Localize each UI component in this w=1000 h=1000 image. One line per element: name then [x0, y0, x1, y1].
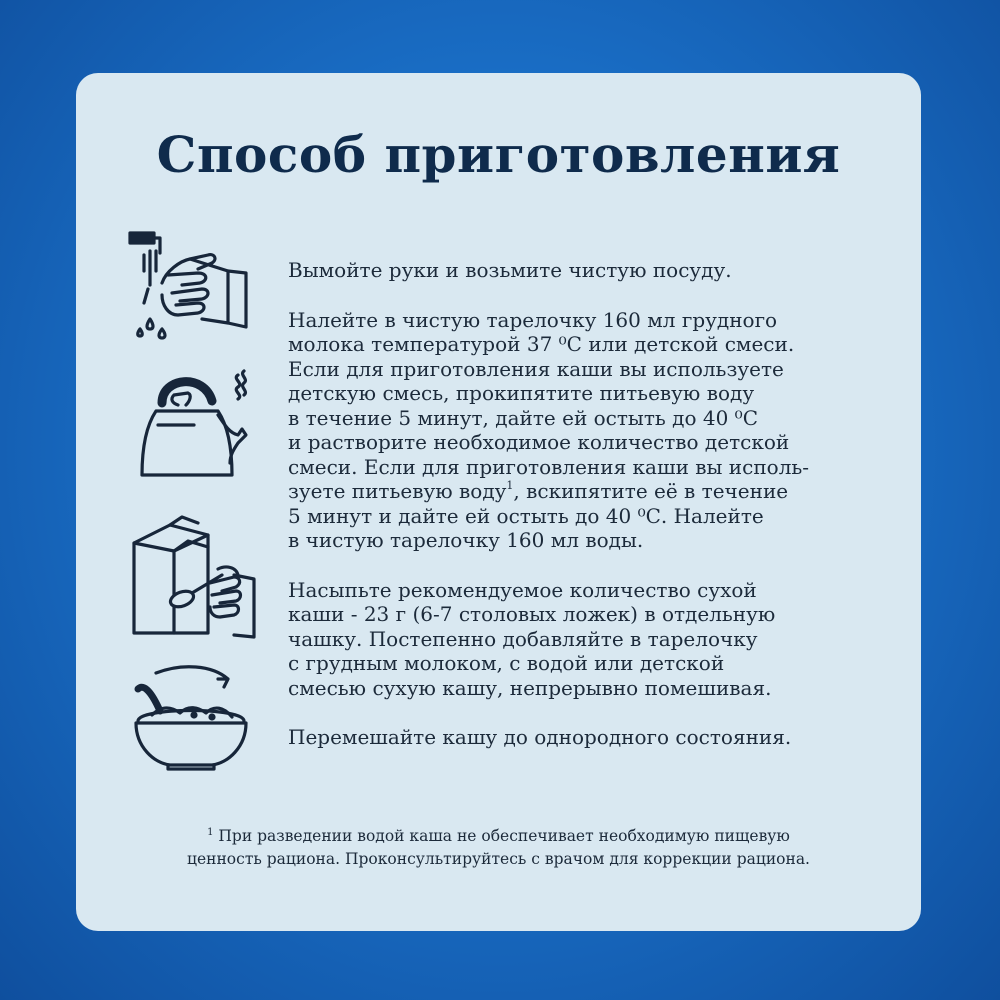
footnote-line-1 — [76, 825, 921, 848]
step-2-line-8-start: зуете питьевую воду — [288, 479, 507, 503]
footnote-reference: 1 — [506, 479, 514, 492]
hand-washing-icon — [128, 231, 250, 341]
step-2-line-10: в чистую тарелочку 160 мл воды. — [288, 528, 644, 552]
step-2-line-2: молока температурой 37 ⁰С или детской смеси. — [288, 332, 795, 356]
porridge-bowl-icon — [132, 667, 250, 771]
step-3-line-5: смесью сухую кашу, непрерывно помешивая. — [288, 675, 772, 700]
cereal-box-spoon-icon — [130, 517, 260, 639]
step-2 — [288, 308, 888, 553]
step-3-line-1: Насыпьте рекомендуемое количество сухой — [288, 577, 757, 602]
step-2-line-7: смеси. Если для приготовления каши вы исполь- — [288, 454, 810, 479]
step-3-line-2: каши - 23 г (6-7 столовых ложек) в отдельную — [288, 602, 776, 626]
step-3-line-3: чашку. Постепенно добавляйте в тарелочку — [288, 626, 758, 651]
footnote — [76, 825, 921, 871]
step-2-line-3: Если для приготовления каши вы используете — [288, 356, 784, 381]
step-2-line-9: 5 минут и дайте ей остыть до 40 ⁰С. Налейте — [288, 503, 764, 528]
step-3-line-4: с грудным молоком, с водой или детской — [288, 651, 725, 675]
step-2-line-8 — [288, 479, 888, 504]
step-1 — [288, 258, 888, 283]
step-2-line-4: детскую смесь, прокипятите питьевую воду — [288, 381, 755, 405]
page-title: Способ приготовления — [156, 125, 841, 184]
step-4 — [288, 725, 888, 750]
instructions-card — [76, 73, 921, 931]
footnote-line-1-text: При разведении водой каша не обеспечивает необходимую пищевую — [218, 827, 790, 845]
step-2-line-5: в течение 5 минут, дайте ей остыть до 40 ⁰С — [288, 405, 758, 430]
step-2-line-1: Налейте в чистую тарелочку 160 мл грудного — [288, 307, 778, 332]
step-3 — [288, 578, 888, 701]
step-2-line-6: и растворите необходимое количество детской — [288, 430, 790, 454]
step-2-line-8-end: , вскипятите её в течение — [513, 479, 789, 503]
step-1-line-1: Вымойте руки и возьмите чистую посуду. — [288, 258, 732, 282]
footnote-line-2: ценность рациона. Проконсультируйтесь с врачом для коррекции рациона. — [187, 850, 810, 868]
kettle-icon — [134, 363, 252, 478]
instructions-text — [288, 258, 888, 750]
footnote-mark: 1 — [207, 827, 214, 838]
step-4-line-1: Перемешайте кашу до однородного состояния. — [288, 725, 792, 749]
